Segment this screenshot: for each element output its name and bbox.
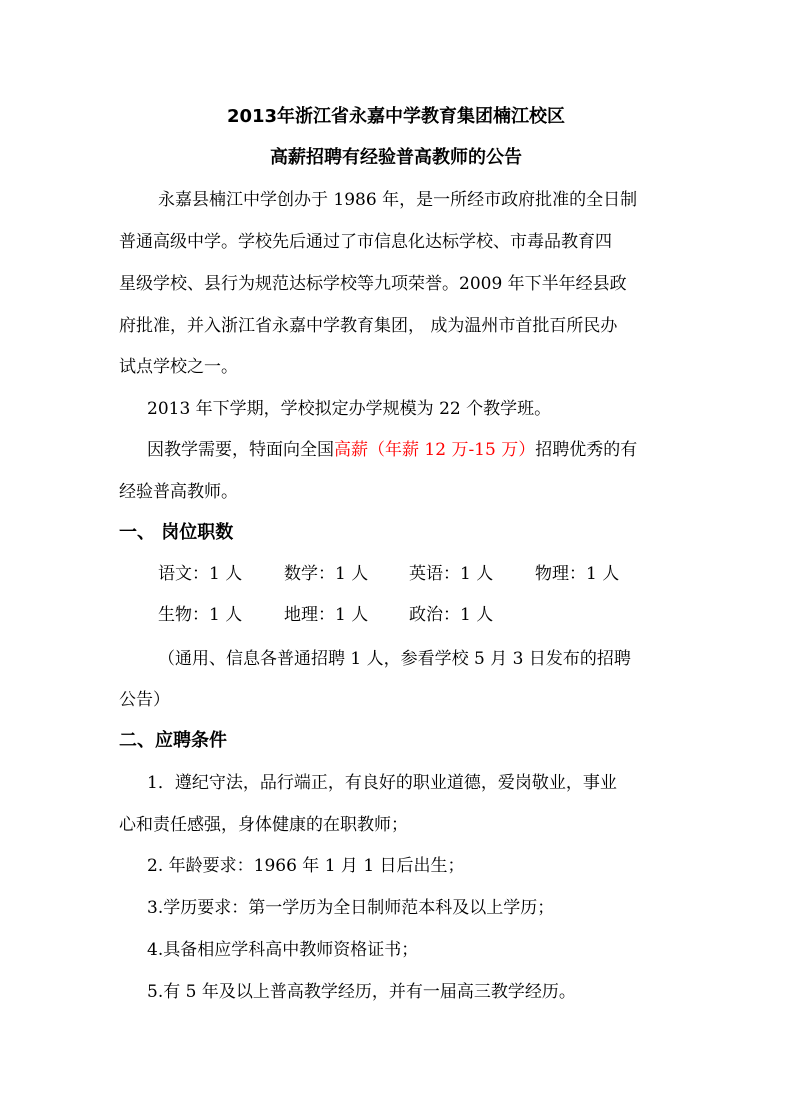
requirement-1-line-1: 1．遵纪守法，品行端正，有良好的职业道德，爱岗敬业，事业 [147, 773, 617, 793]
position-physics: 物理：1 人 [535, 564, 620, 584]
requirement-5: 5.有 5 年及以上普高教学经历，并有一届高三教学经历。 [147, 982, 576, 1002]
requirement-3: 3.学历要求：第一学历为全日制师范本科及以上学历； [147, 898, 555, 918]
positions-row-2 [0, 603, 792, 629]
intro-paragraph-1-line-2: 普通高级中学。学校先后通过了市信息化达标学校、市毒品教育四 [119, 232, 612, 252]
position-english: 英语：1 人 [409, 564, 494, 584]
positions-note-line-1: （通用、信息各普通招聘 1 人，参看学校 5 月 3 日发布的招聘 [158, 649, 631, 669]
recruit-text-before: 因教学需要，特面向全国 [147, 440, 334, 460]
requirement-4: 4.具备相应学科高中教师资格证书； [147, 940, 419, 960]
position-geography: 地理：1 人 [284, 605, 369, 625]
intro-paragraph-3-line-2: 经验普高教师。 [119, 482, 238, 502]
position-biology: 生物：1 人 [158, 605, 243, 625]
recruit-text-after: 招聘优秀的有 [535, 440, 638, 460]
intro-paragraph-1-line-3: 星级学校、县行为规范达标学校等九项荣誉。2009 年下半年经县政 [119, 274, 627, 294]
section-1-heading: 一、 岗位职数 [119, 522, 234, 543]
intro-paragraph-1-line-5: 试点学校之一。 [119, 357, 238, 377]
requirement-2: 2. 年龄要求：1966 年 1 月 1 日后出生； [147, 856, 465, 876]
section-2-heading: 二、应聘条件 [119, 730, 227, 751]
requirement-1-line-2: 心和责任感强，身体健康的在职教师； [119, 815, 408, 835]
salary-highlight: 高薪（年薪 12 万-15 万） [334, 440, 536, 460]
document-title-line-1: 2013年浙江省永嘉中学教育集团楠江校区 [226, 106, 566, 127]
intro-paragraph-2: 2013 年下学期，学校拟定办学规模为 22 个教学班。 [147, 399, 552, 419]
positions-note-line-2: 公告） [119, 690, 170, 710]
intro-paragraph-1-line-4: 府批准，并入浙江省永嘉中学教育集团， 成为温州市首批百所民办 [119, 316, 618, 336]
position-math: 数学：1 人 [284, 564, 369, 584]
positions-row-1 [0, 562, 792, 588]
position-chinese: 语文：1 人 [158, 564, 243, 584]
position-politics: 政治：1 人 [409, 605, 494, 625]
document-title-line-2: 高薪招聘有经验普高教师的公告 [270, 147, 522, 168]
intro-paragraph-3-line-1 [147, 438, 637, 462]
intro-paragraph-1-line-1: 永嘉县楠江中学创办于 1986 年，是一所经市政府批准的全日制 [158, 190, 638, 210]
